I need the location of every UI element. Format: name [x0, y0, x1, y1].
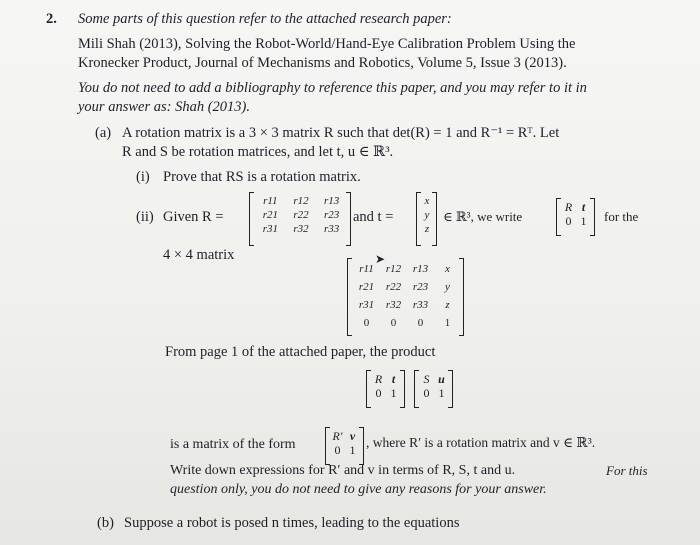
big-matrix-cell: y	[445, 281, 450, 293]
big-matrix-cell: 0	[390, 317, 397, 329]
r-matrix-cell: r32	[293, 223, 309, 235]
part-i-label: (i)	[136, 169, 150, 185]
product-right-cell: S	[423, 372, 430, 386]
big-matrix-cell: r31	[358, 299, 375, 311]
question-number: 2.	[46, 11, 57, 27]
form-matrix-cell: 0	[334, 443, 341, 457]
part-b-text: Suppose a robot is posed n times, leading to the equations	[124, 515, 460, 531]
part-a-line-2: R and S be rotation matrices, and let t, u ∈ ℝ³.	[122, 144, 394, 160]
big-matrix-cell: 1	[444, 317, 451, 329]
rt-block	[561, 200, 591, 228]
product-left-matrix	[371, 372, 401, 400]
t-vector-cell: z	[424, 223, 430, 235]
product-left-cell: 1	[390, 386, 397, 400]
four-by-four-text: 4 × 4 matrix	[163, 247, 235, 263]
product-left-cell: 0	[375, 386, 382, 400]
form-matrix-right-bracket	[359, 427, 364, 465]
part-i-text: Prove that RS is a rotation matrix.	[163, 169, 361, 185]
is-matrix-text: is a matrix of the form	[170, 437, 296, 452]
note-line-1: You do not need to add a bibliography to reference this paper, and you may refer to it in	[78, 80, 587, 96]
where-text: , where R′ is a rotation matrix and v ∈ ℝ³.	[366, 435, 596, 450]
part-a-line-1: A rotation matrix is a 3 × 3 matrix R such that det(R) = 1 and R⁻¹ = Rᵀ. Let	[122, 125, 560, 141]
intro-line: Some parts of this question refer to the attached research paper:	[78, 11, 452, 27]
big-matrix-cell: 0	[363, 317, 370, 329]
form-matrix-cell: 1	[349, 443, 356, 457]
and-t-text: and t =	[353, 209, 394, 225]
big-matrix-cell: r21	[358, 281, 375, 293]
rt-block-cell: t	[581, 200, 586, 214]
r-matrix-cell: r11	[263, 195, 278, 207]
for-the-text: for the	[604, 209, 639, 224]
question-only-text: question only, you do not need to give any reasons for your answer.	[170, 482, 547, 497]
rt-block-cell: 0	[565, 214, 572, 228]
part-b-label: (b)	[97, 515, 114, 531]
r-matrix-cell: r12	[293, 195, 309, 207]
big-matrix	[353, 262, 461, 330]
product-right-cell: 1	[438, 386, 445, 400]
t-vector-right-bracket	[432, 192, 437, 246]
r-matrix-cell: r13	[324, 195, 340, 207]
big-matrix-right-bracket	[459, 258, 464, 336]
r-matrix-cell: r21	[262, 209, 278, 221]
for-this-text: For this	[606, 463, 648, 478]
part-a-label: (a)	[95, 125, 112, 141]
from-page-text: From page 1 of the attached paper, the product	[165, 344, 436, 360]
t-vector-cell: x	[424, 195, 430, 207]
big-matrix-cell: z	[445, 299, 450, 311]
product-left-cell: R	[374, 372, 383, 386]
big-matrix-left-bracket	[347, 258, 352, 336]
reference-line-1: Mili Shah (2013), Solving the Robot-World/Hand-Eye Calibration Problem Using the	[78, 36, 576, 52]
in-r3-text: ∈ ℝ³, we write	[443, 209, 523, 224]
r-matrix-cell: r22	[293, 209, 309, 221]
arrow-mark-icon: ➤	[375, 252, 386, 266]
form-matrix-cell: v	[349, 429, 356, 443]
r-matrix	[255, 194, 347, 236]
form-matrix-cell: R′	[332, 429, 343, 443]
write-down-text: Write down expressions for R′ and v in terms of R, S, t and u.	[170, 463, 516, 478]
big-matrix-cell: r32	[385, 299, 402, 311]
big-matrix-cell: 0	[417, 317, 424, 329]
rt-block-right-bracket	[590, 198, 595, 236]
big-matrix-cell: r12	[385, 263, 402, 275]
big-matrix-cell: r33	[412, 299, 429, 311]
rt-block-cell: 1	[580, 214, 587, 228]
r-matrix-cell: r31	[262, 223, 278, 235]
t-vector-cell: y	[424, 209, 430, 221]
r-matrix-right-bracket	[346, 192, 351, 246]
r-matrix-left-bracket	[249, 192, 254, 246]
r-matrix-cell: r23	[324, 209, 340, 221]
part-ii-label: (ii)	[136, 209, 154, 225]
note-line-2: your answer as: Shah (2013).	[78, 99, 250, 115]
big-matrix-cell: r11	[359, 263, 374, 275]
reference-line-2: Kronecker Product, Journal of Mechanisms and Robotics, Volume 5, Issue 3 (2013).	[78, 55, 567, 71]
big-matrix-cell: r23	[412, 281, 429, 293]
product-right-matrix	[419, 372, 449, 400]
product-right-cell: u	[438, 372, 445, 386]
r-matrix-cell: r33	[324, 223, 340, 235]
product-left-close-bracket	[400, 370, 405, 408]
given-r-text: Given R =	[163, 209, 224, 225]
product-right-close-bracket	[448, 370, 453, 408]
big-matrix-cell: r13	[412, 263, 429, 275]
form-matrix	[330, 429, 360, 457]
product-right-cell: 0	[423, 386, 430, 400]
product-left-cell: t	[391, 372, 396, 386]
big-matrix-cell: r22	[385, 281, 402, 293]
big-matrix-cell: x	[445, 263, 450, 275]
rt-block-cell: R	[564, 200, 573, 214]
